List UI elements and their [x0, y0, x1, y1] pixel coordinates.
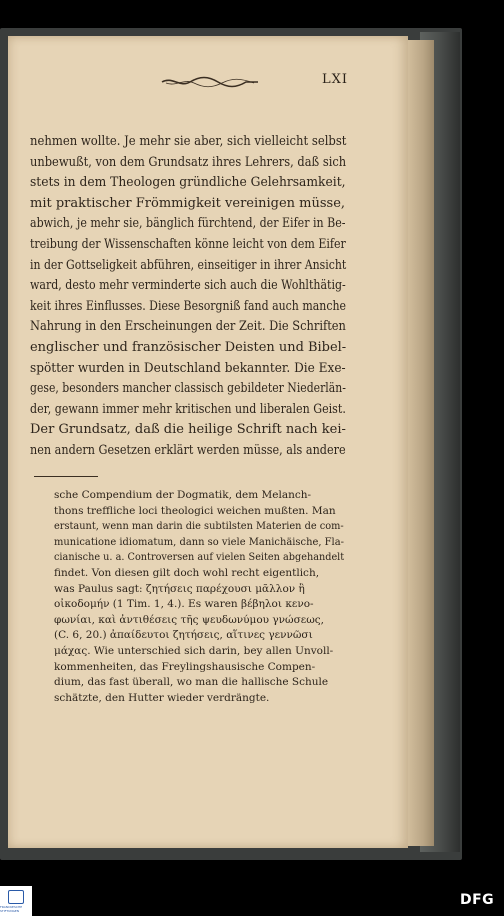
text-line: unbewußt, von dem Grundsatz ihres Lehrers, daß sich	[30, 154, 347, 170]
text-line: nehmen wollte. Je mehr sie aber, sich vielleicht selbst	[30, 134, 347, 149]
text-line: gese, besonders mancher classisch gebildeter Niederlän-	[30, 381, 346, 397]
page-edge-shadow	[408, 40, 434, 846]
footnote-line: μάχας. Wie unterschied sich darin, bey allen Unvoll-	[54, 644, 334, 657]
footnote-rule	[34, 476, 98, 477]
text-line: Der Grundsatz, daß die heilige Schrift nach kei-	[30, 422, 346, 438]
footnote-line: was Paulus sagt: ζητήσεις παρέχουσι μᾶλλον ἢ	[54, 582, 305, 595]
text-line: in der Gottseligkeit abführen, einseitiger in ihrer Ansicht	[30, 257, 347, 273]
institution-logo[interactable]	[0, 886, 32, 916]
footnote-line: (C. 6, 20.) ἀπαίδευτοι ζητήσεις, αἵτινες γεννῶσι	[54, 629, 313, 642]
footnote-line: dium, das fast überall, wo man die hallische Schule	[54, 676, 329, 689]
footnote-line: φωνίαι, καὶ ἀντιθέσεις τῆς ψευδωνύμου γνώσεως,	[54, 613, 325, 626]
text-line: keit ihres Einflusses. Diese Besorgniß fand auch manche	[30, 298, 347, 314]
footnote-line: sche Compendium der Dogmatik, dem Melanch-	[54, 489, 312, 501]
footnote-line: kommenheiten, das Freylingshausische Compen-	[54, 660, 316, 673]
header-ornament	[160, 76, 260, 88]
footnote-line: municatione idiomatum, dann so viele Manichäische, Fla-	[54, 535, 344, 548]
text-line: nen andern Gesetzen erklärt werden müsse, als andere	[30, 442, 346, 458]
text-line: abwich, je mehr sie, bänglich fürchtend, der Eifer in Be-	[30, 216, 346, 232]
text-line: mit praktischer Frömmigkeit vereinigen müsse,	[30, 195, 346, 211]
footnote-line: findet. Von diesen gilt doch wohl recht eigentlich,	[54, 566, 320, 579]
text-line: der, gewann immer mehr kritischen und liberalen Geist.	[30, 401, 346, 417]
text-line: Nahrung in den Erscheinungen der Zeit. Die Schriften	[30, 319, 346, 335]
main-text-block	[30, 132, 346, 462]
dfg-logo[interactable]: DFG	[460, 892, 495, 908]
text-line: treibung der Wissenschaften könne leicht von dem Eifer	[30, 236, 346, 252]
text-line: spötter wurden in Deutschland bekannter. Die Exe-	[30, 360, 346, 376]
footnote-line: οἰκοδομήν (1 Tim. 1, 4.). Es waren βέβηλοι κενο-	[54, 598, 314, 611]
text-line: ward, desto mehr verminderte sich auch die Wohlthätig-	[30, 278, 346, 294]
footnote-line: cianische u. a. Controversen auf vielen Seiten abgehandelt	[54, 551, 345, 564]
institution-logo-mark	[8, 890, 24, 904]
institution-logo-text: FRANCKESCHE STIFTUNGEN	[0, 904, 23, 913]
page-number: LXI	[322, 72, 349, 87]
text-line: englischer und französischer Deisten und Bibel-	[30, 339, 347, 355]
footnote-block	[54, 488, 344, 706]
viewer-footer-bar	[0, 886, 504, 916]
footnote-line: schätzte, den Hutter wieder verdrängte.	[54, 691, 270, 704]
footnote-line: erstaunt, wenn man darin die subtilsten Materien de com-	[54, 520, 344, 533]
text-line: stets in dem Theologen gründliche Gelehrsamkeit,	[30, 175, 346, 191]
footnote-line: thons treffliche loci theologici weichen mußten. Man	[54, 504, 336, 517]
